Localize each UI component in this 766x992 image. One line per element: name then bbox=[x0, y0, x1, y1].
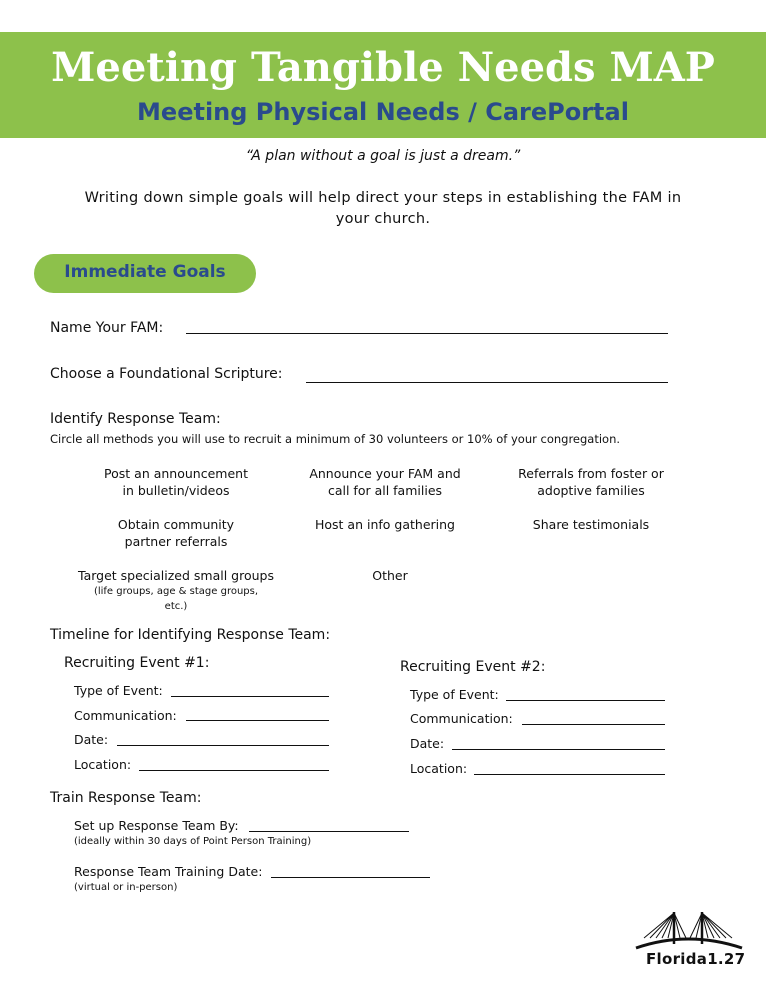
event2-date-line[interactable] bbox=[452, 749, 665, 750]
method-item[interactable] bbox=[491, 516, 691, 533]
method-line1: Obtain community bbox=[117, 517, 235, 532]
event1-type-label: Type of Event: bbox=[74, 683, 163, 698]
method-line1: Other bbox=[372, 568, 408, 583]
method-line1: Referrals from foster or bbox=[518, 466, 664, 481]
method-line2: call for all families bbox=[327, 483, 443, 498]
event1-communication-line[interactable] bbox=[186, 720, 329, 721]
event2-communication-line[interactable] bbox=[522, 724, 665, 725]
scripture-line[interactable] bbox=[306, 382, 668, 383]
method-line1: Share testimonials bbox=[532, 517, 650, 532]
method-item[interactable] bbox=[76, 516, 276, 550]
event1-title: Recruiting Event #1: bbox=[64, 655, 210, 671]
method-line1: Target specialized small groups bbox=[78, 568, 274, 583]
method-line2: adoptive families bbox=[537, 483, 645, 498]
event1-location-label: Location: bbox=[74, 757, 132, 772]
event2-title: Recruiting Event #2: bbox=[400, 659, 546, 675]
method-item[interactable] bbox=[76, 465, 276, 499]
intro-text: Writing down simple goals will help direct your steps in establishing the FAM in your church. bbox=[84, 190, 682, 227]
setup-note: (ideally within 30 days of Point Person Training) bbox=[74, 836, 312, 847]
event2-type-label: Type of Event: bbox=[410, 687, 499, 702]
method-item[interactable] bbox=[285, 465, 485, 499]
page-subtitle: Meeting Physical Needs / CarePortal bbox=[137, 98, 629, 126]
method-line1: Post an announcement bbox=[104, 466, 248, 481]
method-line2: in bulletin/videos bbox=[122, 483, 230, 498]
name-fam-label: Name Your FAM: bbox=[50, 320, 164, 336]
event2-location-label: Location: bbox=[410, 761, 468, 776]
event2-communication-label: Communication: bbox=[410, 711, 513, 726]
event1-date-label: Date: bbox=[74, 732, 109, 747]
method-line3: etc.) bbox=[164, 601, 188, 612]
training-date-label: Response Team Training Date: bbox=[74, 864, 263, 879]
event1-type-line[interactable] bbox=[171, 696, 329, 697]
method-line1: Host an info gathering bbox=[315, 517, 455, 532]
method-line2: (life groups, age & stage groups, bbox=[93, 586, 259, 597]
method-item[interactable] bbox=[285, 516, 485, 533]
train-heading: Train Response Team: bbox=[50, 790, 202, 806]
response-team-instruction: Circle all methods you will use to recruit a minimum of 30 volunteers or 10% of your congregation. bbox=[50, 432, 621, 446]
quote: “A plan without a goal is just a dream.” bbox=[245, 148, 521, 164]
timeline-heading: Timeline for Identifying Response Team: bbox=[50, 627, 331, 643]
name-fam-line[interactable] bbox=[186, 333, 668, 334]
response-team-heading: Identify Response Team: bbox=[50, 411, 221, 427]
method-line1: Announce your FAM and bbox=[309, 466, 461, 481]
scripture-label: Choose a Foundational Scripture: bbox=[50, 366, 283, 382]
method-line2: partner referrals bbox=[124, 534, 228, 549]
setup-line[interactable] bbox=[249, 831, 409, 832]
method-item[interactable] bbox=[340, 567, 440, 584]
logo-text: Florida1.27 bbox=[646, 950, 746, 968]
event1-date-line[interactable] bbox=[117, 745, 329, 746]
method-item[interactable] bbox=[491, 465, 691, 499]
bridge-logo-icon bbox=[634, 908, 744, 952]
event1-communication-label: Communication: bbox=[74, 708, 177, 723]
event1-location-line[interactable] bbox=[139, 770, 329, 771]
training-date-line[interactable] bbox=[271, 877, 430, 878]
section-label: Immediate Goals bbox=[64, 262, 226, 282]
event2-location-line[interactable] bbox=[474, 774, 665, 775]
page-title: Meeting Tangible Needs MAP bbox=[51, 44, 715, 91]
method-item[interactable] bbox=[56, 567, 296, 614]
training-note: (virtual or in-person) bbox=[74, 882, 178, 893]
event2-date-label: Date: bbox=[410, 736, 445, 751]
setup-label: Set up Response Team By: bbox=[74, 818, 239, 833]
event2-type-line[interactable] bbox=[506, 700, 665, 701]
